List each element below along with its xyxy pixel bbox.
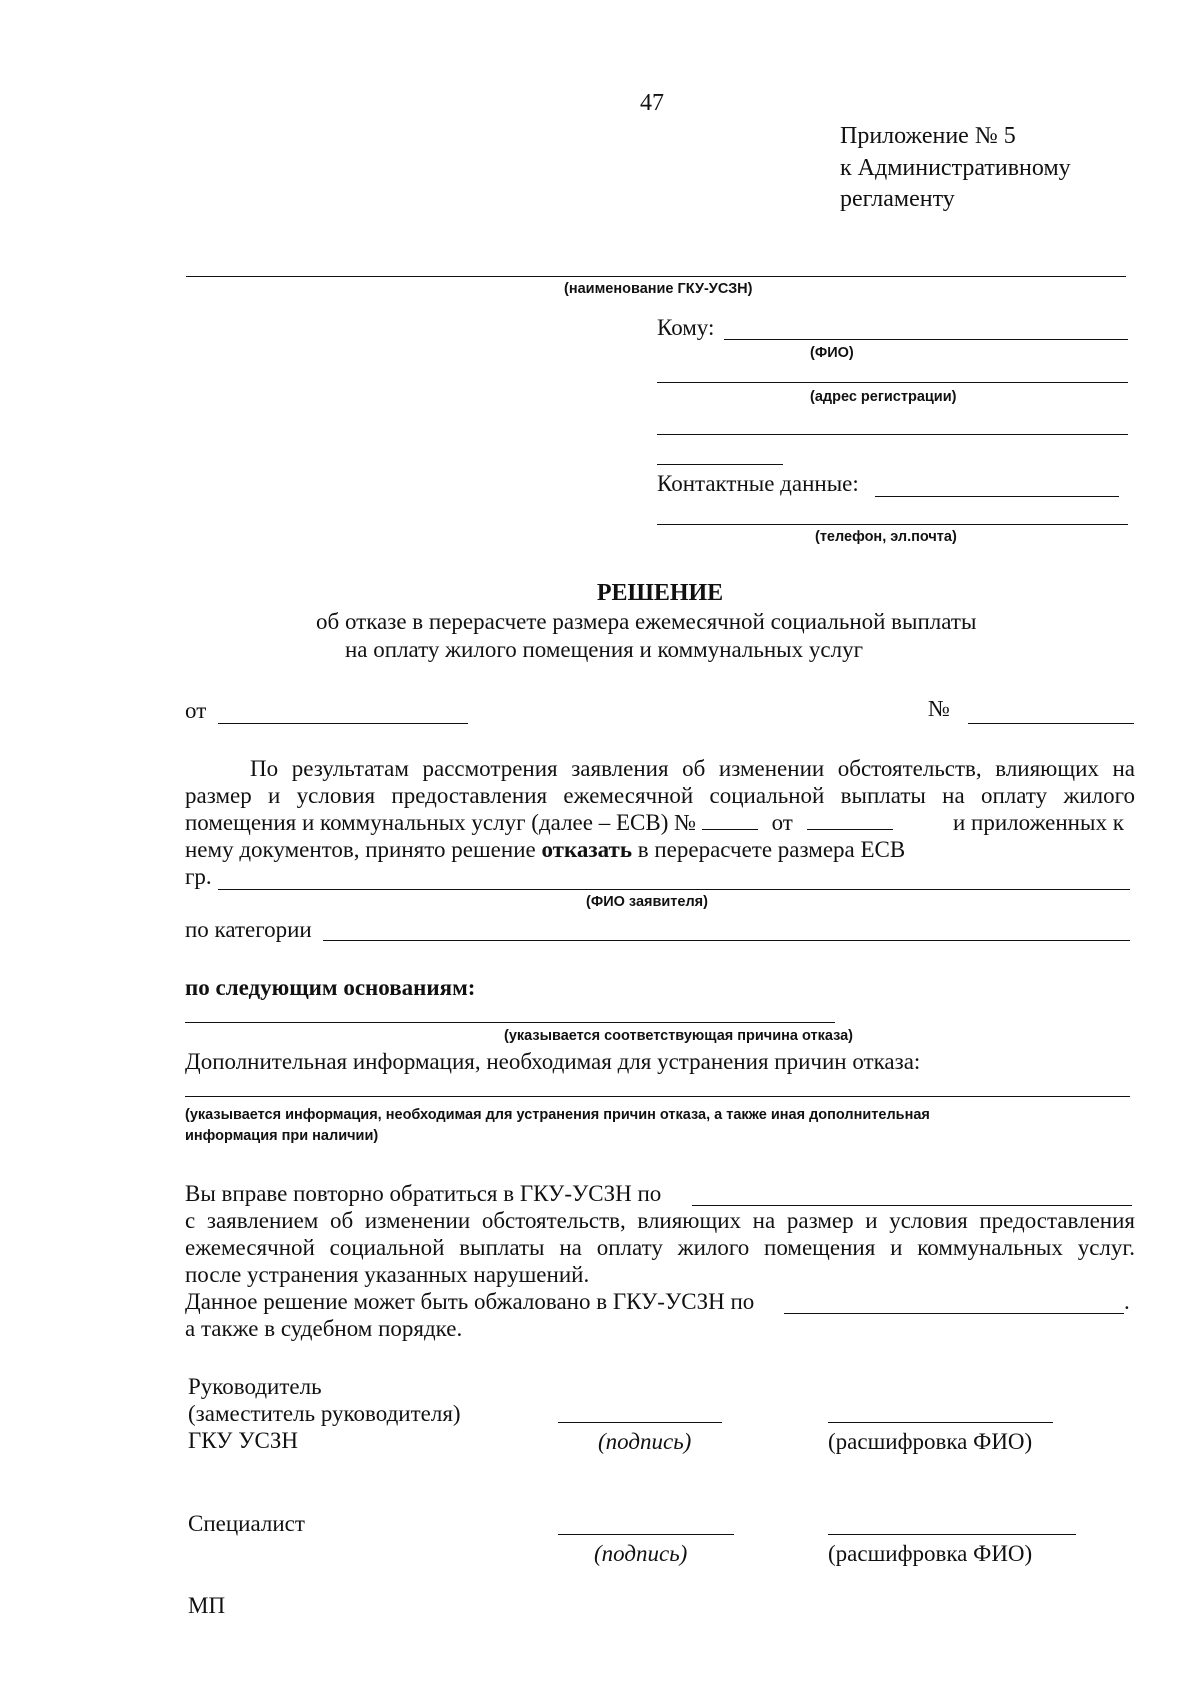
appeal-line-4: после устранения указанных нарушений. xyxy=(185,1262,590,1287)
grounds-caption: (указывается соответствующая причина отказа) xyxy=(504,1028,853,1044)
appeal-line-5-end: . xyxy=(1124,1289,1130,1314)
decision-subtitle-2: на оплату жилого помещения и коммунальных услуг xyxy=(345,637,864,662)
head-signature-line[interactable] xyxy=(558,1422,722,1423)
org-name-line xyxy=(186,276,1126,277)
grounds-line[interactable] xyxy=(185,1022,835,1023)
appeal-line-1: Вы вправе повторно обратиться в ГКУ-УСЗН по xyxy=(185,1181,662,1206)
category-label: по категории xyxy=(185,917,312,942)
head-title-2: (заместитель руководителя) xyxy=(188,1401,461,1426)
appeal-line-2: с заявлением об изменении обстоятельств, влияющих на размер и условия предоставления xyxy=(185,1208,1135,1233)
specialist-signature-caption: (подпись) xyxy=(594,1541,688,1566)
contacts-label: Контактные данные: xyxy=(657,471,859,496)
extra-info-caption-1: (указывается информация, необходимая для устранения причин отказа, а также иная дополнительная xyxy=(185,1107,930,1123)
body-line-3-text-b: от xyxy=(771,810,793,835)
fio-caption: (ФИО) xyxy=(810,345,854,361)
application-date-blank[interactable] xyxy=(807,811,893,830)
fio-line[interactable] xyxy=(724,339,1128,340)
address-line-3[interactable] xyxy=(657,464,783,465)
appendix-line-1: Приложение № 5 xyxy=(840,123,1016,149)
appendix-line-3: регламенту xyxy=(840,186,955,212)
body-line-4-bold: отказать xyxy=(541,837,632,862)
seal-label: МП xyxy=(188,1593,226,1618)
specialist-name-line[interactable] xyxy=(828,1534,1076,1535)
specialist-signature-line[interactable] xyxy=(558,1534,734,1535)
category-line[interactable] xyxy=(323,940,1130,941)
date-line[interactable] xyxy=(218,723,468,724)
number-label: № xyxy=(928,696,950,721)
appeal-line-3: ежемесячной социальной выплаты на оплату жилого помещения и коммунальных услуг. xyxy=(185,1235,1135,1260)
appeal-period-line[interactable] xyxy=(784,1313,1124,1314)
contacts-line-2[interactable] xyxy=(657,524,1128,525)
specialist-label: Специалист xyxy=(188,1511,305,1536)
decision-subtitle-1: об отказе в перерасчете размера ежемесячной социальной выплаты xyxy=(316,609,977,634)
application-number-blank[interactable] xyxy=(702,811,758,830)
address-line-1[interactable] xyxy=(657,382,1128,383)
page-number: 47 xyxy=(640,90,664,116)
body-line-4 xyxy=(185,836,905,863)
number-line[interactable] xyxy=(968,723,1134,724)
body-line-1: По результатам рассмотрения заявления об изменении обстоятельств, влияющих на xyxy=(250,756,1135,781)
address-line-2[interactable] xyxy=(657,434,1128,435)
grounds-label: по следующим основаниям: xyxy=(185,975,476,1000)
appeal-line-6: а также в судебном порядке. xyxy=(185,1316,463,1341)
head-title-3: ГКУ УСЗН xyxy=(188,1428,298,1453)
extra-info-line[interactable] xyxy=(185,1096,1130,1097)
head-name-line[interactable] xyxy=(828,1422,1053,1423)
specialist-name-caption: (расшифровка ФИО) xyxy=(828,1541,1033,1566)
contacts-caption: (телефон, эл.почта) xyxy=(815,529,957,545)
date-from-label: от xyxy=(185,698,207,723)
appendix-line-2: к Административному xyxy=(840,155,1071,181)
head-signature-caption: (подпись) xyxy=(598,1429,692,1454)
to-label: Кому: xyxy=(657,315,715,340)
body-line-3-text-a: помещения и коммунальных услуг (далее – ЕСВ) № xyxy=(185,810,697,835)
decision-title: РЕШЕНИЕ xyxy=(596,580,724,606)
extra-info-caption-2: информация при наличии) xyxy=(185,1128,379,1144)
body-line-4-text-b: в перерасчете размера ЕСВ xyxy=(637,837,906,862)
body-line-3-text-c: и приложенных к xyxy=(953,810,1124,835)
head-title-1: Руководитель xyxy=(188,1374,322,1399)
extra-info-label: Дополнительная информация, необходимая для устранения причин отказа: xyxy=(185,1049,921,1074)
body-line-4-text-a: нему документов, принято решение xyxy=(185,837,536,862)
head-name-caption: (расшифровка ФИО) xyxy=(828,1429,1033,1454)
appeal-line-5: Данное решение может быть обжаловано в ГКУ-УСЗН по xyxy=(185,1289,755,1314)
body-line-2: размер и условия предоставления ежемесячной социальной выплаты на оплату жилого xyxy=(185,783,1135,808)
appeal-deadline-line[interactable] xyxy=(692,1205,1132,1206)
citizen-caption: (ФИО заявителя) xyxy=(586,894,708,910)
citizen-label: гр. xyxy=(185,864,212,889)
body-line-3 xyxy=(185,809,893,836)
address-caption: (адрес регистрации) xyxy=(810,389,957,405)
org-name-caption: (наименование ГКУ-УСЗН) xyxy=(564,281,753,297)
citizen-line[interactable] xyxy=(218,889,1130,890)
contacts-line-1[interactable] xyxy=(875,496,1119,497)
